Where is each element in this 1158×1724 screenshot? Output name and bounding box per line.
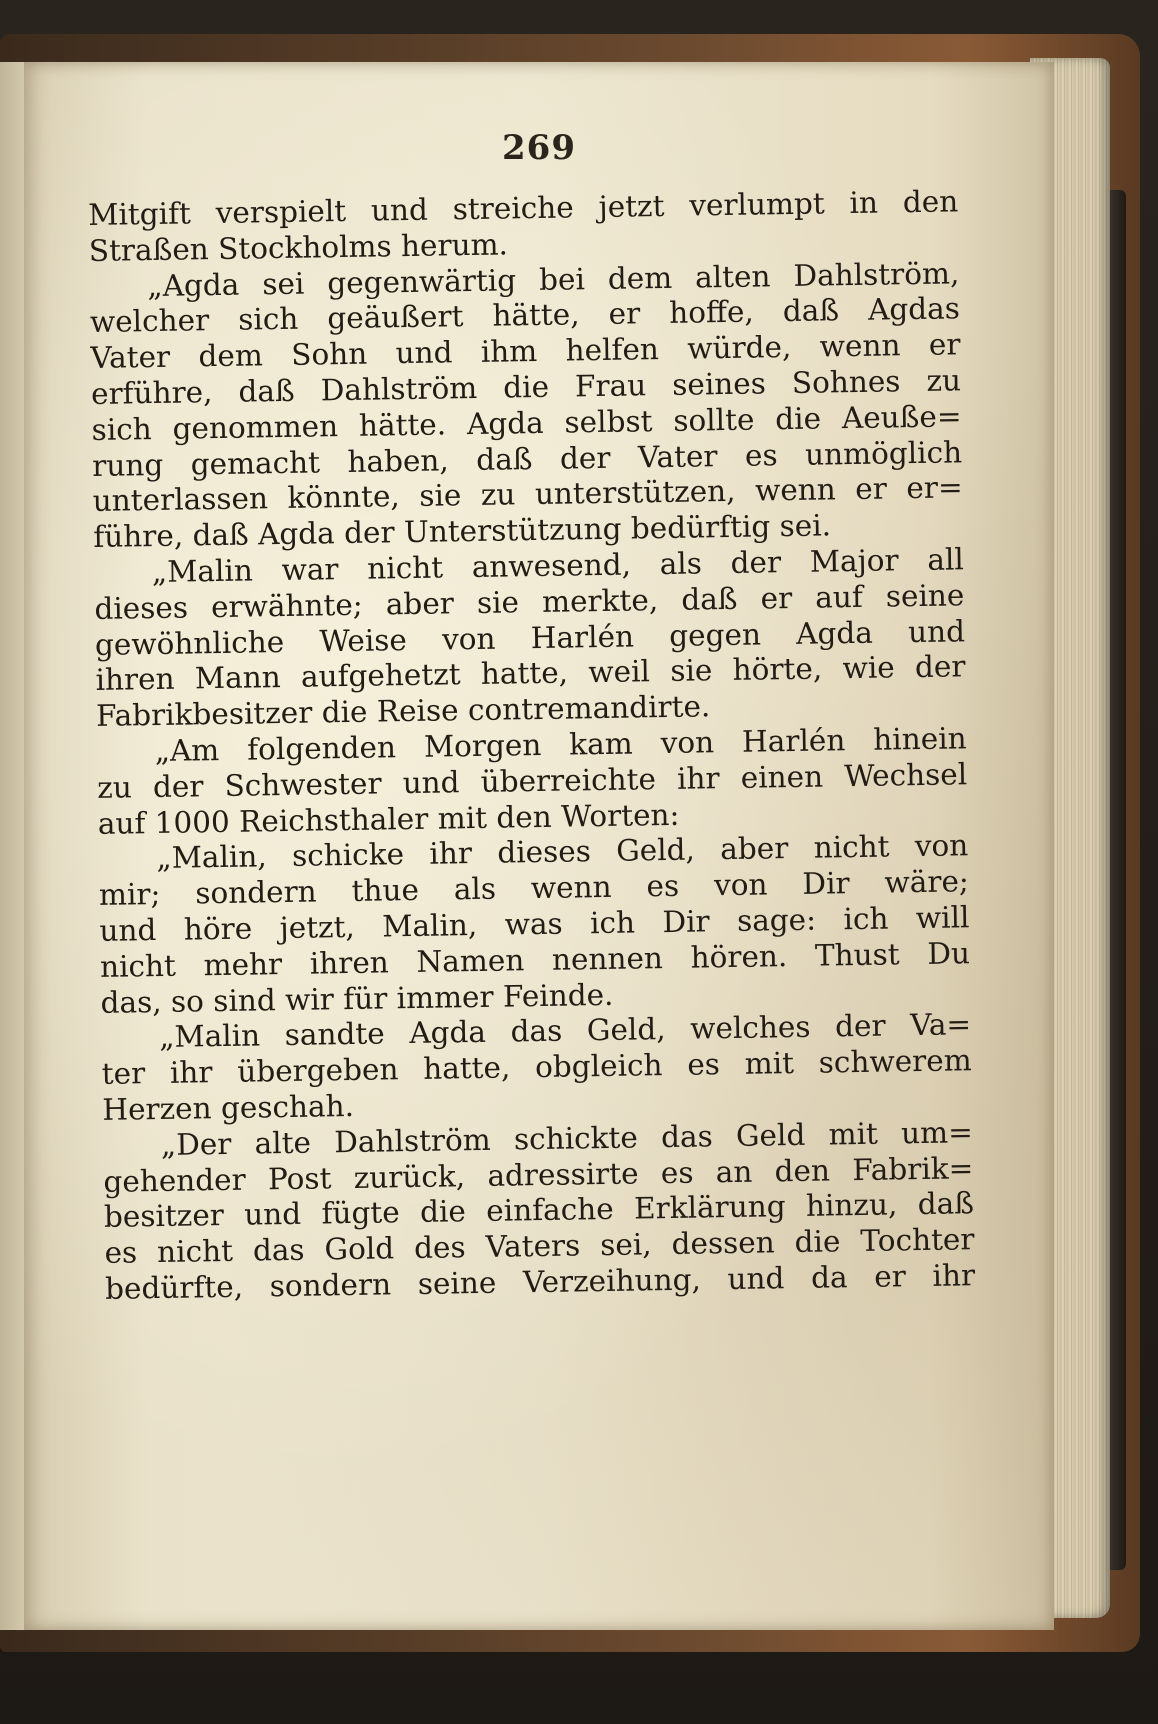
text-line: es nicht das Gold des Vaters sei, dessen die Tochter [104,1222,975,1270]
text-line: zu der Schwester und überreichte ihr einen Wechsel [96,757,968,805]
text-line: „Malin war nicht anwesend, als der Major all [151,542,965,590]
text-line: rung gemacht haben, daß der Vater es unmöglich [91,434,963,483]
text-line: mir; sondern thue als wenn es von Dir wäre; [98,864,970,913]
text-line: das, so sind wir für immer Feinde. [100,977,614,1020]
text-line: führe, daß Agda der Unterstützung bedürftig sei. [93,508,832,555]
text-line: dieses erwähnte; aber sie merkte, daß er auf seine [94,578,965,626]
text-line: besitzer und fügte die einfache Erklärung hinzu, daß [103,1186,975,1235]
text-line: Straßen Stockholms herum. [88,227,509,268]
text-line: „Agda sei gegenwärtig bei dem alten Dahlström, [147,255,960,303]
text-line: Fabrikbesitzer die Reise contremandirte. [95,689,711,734]
text-line: nicht mehr ihren Namen nennen hören. Thust Du [99,935,971,984]
text-line: gewöhnliche Weise von Harlén gegen Agda und [94,613,966,662]
text-line: bedürfte, sondern seine Verzeihung, und da er ihr [104,1258,976,1306]
text-line: Vater dem Sohn und ihm helfen würde, wenn er [90,327,961,376]
text-line: ter ihr übergeben hatte, obgleich es mit schwerem [101,1043,972,1092]
text-line: gehender Post zurück, adressirte es an den Fabrik= [103,1150,974,1199]
text-line: „Malin, schicke ihr dieses Geld, aber nicht von [156,828,969,876]
text-line: auf 1000 Reichsthaler mit den Worten: [97,797,680,841]
text-line: welcher sich geäußert hätte, er hoffe, daß Agdas [89,291,961,340]
text-line: ihren Mann aufgehetzt hatte, weil sie hörte, wie der [95,649,966,698]
text-line: „Am folgenden Morgen kam von Harlén hinein [154,721,967,768]
text-line: „Der alte Dahlström schickte das Geld mit um= [160,1114,974,1162]
book-page [24,62,1054,1630]
text-line: und höre jetzt, Malin, was ich Dir sage: ich will [99,900,970,948]
body-text [88,184,975,1307]
page-number: 269 [502,128,576,168]
text-line: Mitgift verspielt und streiche jetzt verlumpt in den [88,184,959,232]
text-line: unterlassen könnte, sie zu unterstützen, wenn er er= [92,470,963,519]
text-line: erführe, daß Dahlström die Frau seines Sohnes zu [90,363,962,411]
text-line: „Malin sandte Agda das Geld, welches der Va= [158,1007,972,1055]
text-line: sich genommen hätte. Agda selbst sollte die Aeuße= [91,399,962,447]
text-line: Herzen geschah. [102,1088,355,1127]
